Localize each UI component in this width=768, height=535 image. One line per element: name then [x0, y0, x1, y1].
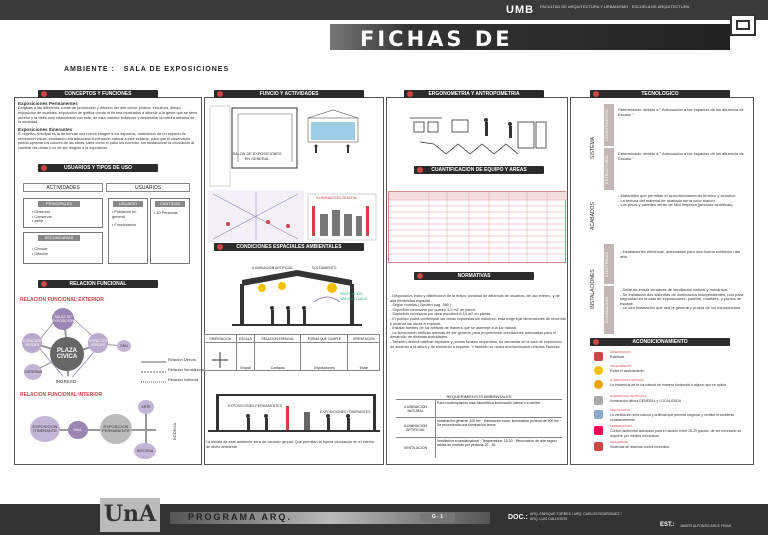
header-normativas: NORMATIVAS: [414, 272, 534, 280]
tab-acabados-blank: [604, 192, 614, 240]
principales-list: • Observar • Conservar • exibir: [32, 210, 52, 224]
acond-item-2: ILUMINACION NATURAL La incidencia de la luz natural de manera horizontal o alguno que se aplica: [592, 378, 752, 394]
usuario-box: [108, 198, 148, 264]
ambiente-value: SALA DE EXPOSICIONES: [123, 66, 230, 73]
iluminacion-zenital-label: ILUMINACION ZENITAL: [316, 196, 358, 200]
acond-item-0: ORIENTACION Estéticas: [592, 350, 752, 364]
label-exp-itinerantes: EXPOSICIONES ITINERANTES: [320, 410, 371, 414]
university-name: FACULTAD DE ARQUITECTURA Y URBANISMO · ESCUELA DE ARQUITECTURA: [540, 4, 690, 9]
req-row-natural: ILUMINACION NATURAL Para contemplación más fotométrica iluminación lateral o a cenital: [396, 400, 562, 418]
legend-semidirecta: Relación Semidirecta: [168, 368, 204, 372]
ambiente-line: [64, 66, 229, 73]
header-ergonometria: ERGONOMETRIA Y ANTROPOMETRIA: [404, 90, 544, 98]
usuarios-block: [106, 186, 192, 270]
cond-col-1: ESCALA: [236, 335, 255, 343]
ilum-artificial-label: ILUMINACION ARTIFICIAL: [252, 266, 294, 270]
footer-doc-label: DOC.:: [508, 514, 528, 521]
bubble-historia: HISTORIA: [134, 443, 156, 459]
acond-list: [592, 350, 752, 454]
ergonometria-drawings: [390, 102, 564, 162]
secundarias-label: SECUNDARIAS: [38, 235, 80, 241]
condiciones-table: [204, 334, 380, 371]
acond-item-3: ILUMINACION ARTIFICIAL Iluminación difusa GENERAL y LOCALIZADA: [592, 394, 752, 408]
footer-doc-names: ARQ. ENRIQUE TORRES / ARQ. CARLOS RODRIGUEZ / ARQ. LUIS GALLEGOS: [530, 512, 622, 521]
footer-brand-logo: UnA: [100, 498, 160, 532]
cantidad-label: CANTIDAD: [155, 201, 185, 207]
legend-indirecta: Relación Indirecta: [168, 378, 199, 382]
header-funcio: FUNCIO Y ACTIVIDADES: [214, 90, 364, 98]
header-relacion: RELACION FUNCIONAL: [38, 280, 158, 288]
relacion-interior-title: RELACION FUNCIONAL INTERIOR: [20, 392, 103, 398]
funcio-illustrations: [208, 104, 380, 244]
footer-est-label: EST.:: [660, 522, 675, 528]
acond-item-6: SEGURIDAD Sistemas de alarmas contra incendios: [592, 440, 752, 454]
secundarias-list: • Circular • Difusión: [32, 247, 49, 256]
p2-title: Exposiciones Itinerantes: [18, 126, 73, 132]
cond-col-2: RELACION ESPACIAL: [255, 335, 301, 343]
cond-col-0: ORIENTACION: [205, 335, 237, 343]
req-title: REQUERIMIENTOS AMBIENTALES: [396, 394, 562, 400]
footer-est-name: JAVIER ALFONSO ARCE FRIAS: [680, 524, 732, 528]
label-sistema: SISTEMA: [590, 137, 596, 159]
secundarias-box: [23, 232, 103, 264]
header-cuantificacion: CUANTIFICACION DE EQUIPO Y AREAS: [414, 166, 544, 174]
cuantificacion-table: [388, 191, 566, 263]
label-acabados: ACABADOS: [590, 202, 596, 230]
header-condiciones: CONDICIONES ESPACIALES AMBIENTALES: [214, 243, 364, 251]
bubble-gnu: GNU: [117, 340, 131, 352]
cond-col-3: FORMA QUE CUMPLE: [301, 335, 348, 343]
page-title: FICHAS DE PROGRAMACION: [360, 27, 591, 75]
p1-text: Dirigidas a las diferentes zonas de producción y difusión del arte como: pintura, escultura, dibujo, exposición de muebles, exposición de gráfica donde el fin sea mostrados a difundir a la gente que se tiene acceso y la visita muy relacionada con éste, de esta manera fortalecer y desarrollar la cultura artística de la sociedad.: [18, 106, 198, 125]
relacion-exterior-diagram: [16, 302, 201, 387]
header-tecnologico: TECNOLOGICO: [590, 90, 730, 98]
cond-val-escala: Grupal: [236, 343, 255, 371]
cond-orientacion-cell: [205, 343, 237, 371]
salon-label: SALON DE EXPOSICIONES EN GENERAL: [232, 152, 282, 161]
cond-val-forma: Exposiciones: [301, 343, 348, 371]
label-exp-permanentes: EXPOSICIONES PERMANENTES: [228, 404, 283, 408]
tab-iluminacion: ILUMINACION: [604, 286, 614, 334]
tab-estructural: ESTRUCTURAL: [604, 148, 614, 190]
footer-programa: PROGRAMA ARQ.: [188, 512, 292, 522]
tab-electricas: ELECTRICAS: [604, 244, 614, 284]
p2-text: El objetivo principal es la de brindar una nueva imagen a los espacios, dotándolos de un espacio de recreación visual, brindando una adecuada iluminación natural a este espacio, para que el observador pueda apreciar los colores de las obras, tales como el patio los corredor, sin obstaculizar la circulación al cambiar las obras y no de ser dirigido a la exposición.: [18, 132, 195, 150]
req-row-ventilacion: VENTILACION Ventilación cruzada/natural · Temperatura: 18-20 · Renovación de aire según: tablas de normas por persona 20 - 30: [396, 438, 562, 458]
bubble-espacios-verdes: ESPACIOS VERDES: [22, 333, 42, 353]
actividades-block: [20, 186, 102, 270]
tec-text-1: Determinado: debido a " Adecuación a los espacios de los afluencia de Escaso ": [618, 107, 744, 117]
cond-val-relacion: Contacto: [255, 343, 301, 371]
tab-constructivo: CONSTRUCTIVO: [604, 104, 614, 146]
requerimientos-table: [396, 394, 562, 466]
actividades-label: ACTIVIDADES: [23, 183, 103, 192]
label-instalaciones: INSTALACIONES: [590, 269, 596, 309]
top-banner: [0, 0, 768, 20]
bubble-cisterna: CISTERNA: [24, 364, 42, 380]
header-conceptos: CONCEPTOS Y FUNCIONES: [38, 90, 158, 98]
relacion-exterior-title: RELACION FUNCIONAL EXTERIOR: [20, 297, 104, 303]
acond-item-5: TEMPERATURA Confort ambiental adecuado para el usuario entre 18-20 grados, de ser necesario se requiere por medios mecánicos.: [592, 424, 752, 440]
bubble-hall: HALL: [68, 421, 88, 439]
header-usuarios: USUARIOS Y TIPOS DE USO: [38, 164, 158, 172]
bubble-ingreso: INGRESO: [56, 376, 76, 388]
bubble-exp-permanente: EXPOSICION PERMANENTE: [100, 414, 132, 444]
normativas-text: - Disposición, inicio y distribución de la mayor cantidad de afluencia de usuarios, de uso interno, y de alta flexibilidad espacial. - Según normas ( Neufert pag. 366 ) - Superficie necesaria por cuadro 3-5 m2 de pared. - Superficie necesaria por obra escultura 6-10 m2 en planta. - El público podrá contemplar las obras expuestas sin esfuerzo, esta exige fijar dimensiones de recorrido y ordenar las obras a exponer. - Instalar fuentes de luz artificial de manera que se asemeje a la luz natural. - La iluminación artificial además de ser general, para proporcionar condiciones adecuadas para el desarrollo de distintas actividades. - También deberá calificar espacios y puntos focales requeridos, en demanda de la sala de exposición de acuerdo a la altura y de elemento a exponer. Y también se usara una iluminación efectos fluorosa.: [390, 294, 567, 349]
cond-val-orientacion: Estar: [348, 343, 380, 371]
header-acondicionamiento: ACONDICIONAMIENTO: [590, 338, 730, 346]
tec-text-4: - Instalaciones eléctricas, adecuadas para una buena exhibición del arte.: [620, 249, 741, 259]
title-bar: [330, 24, 730, 75]
cond-col-4: ORIENTACION: [348, 335, 380, 343]
bubble-espacios-verdes-2: ESPACIOS VERDES: [88, 333, 108, 353]
footer-programa-bar: [170, 512, 490, 524]
bubble-exp-itinerante: EXPOSICION ITINERANTE: [30, 416, 60, 442]
conceptos-text: [18, 101, 198, 151]
p1-title: Exposiciones Permanentes: [18, 101, 78, 106]
acond-item-4: VENTILACION La ventilación sera natural y artificial que permita oxigenar y ventilar el ambiente constantemente.: [592, 408, 752, 424]
bubble-salas: SALAS DE EXPOSICION: [52, 308, 74, 330]
usuario-label: USUARIO: [113, 201, 143, 207]
ventilacion-label: VENTILACION NATURAL DIAGO: [340, 292, 368, 301]
footer-sheet-number: G - 1: [420, 513, 455, 522]
faculty-logo: [730, 14, 756, 36]
usuarios-label: USUARIOS: [106, 183, 190, 192]
tec-text-2: Determinado: debido a " Adecuación a los espacios de los afluencia de Escaso ": [618, 151, 744, 161]
usuario-list: • Población en general • Funcionarios: [112, 210, 137, 228]
cuantificacion-grid: [389, 192, 567, 264]
cantidad-value: 30 Personas: [156, 211, 178, 215]
principales-box: [23, 198, 103, 228]
principales-label: PRINCIPALES: [38, 201, 80, 207]
soleamiento-label: SOLEAMIENTO: [312, 266, 337, 270]
bubble-arte: ARTE: [138, 400, 154, 414]
cantidad-box: CANTIDAD • 30 Personas: [150, 198, 190, 264]
acond-item-1: SOLEAMIENTO Evitar el asoleamiento: [592, 364, 752, 378]
tec-text-3: - Materiales que permitan el acondicionamiento térmico y acústico. - La textura del material de acabado sería color blanco. - Los pisos y paredes serán de fácil limpieza (pinturas sintéticas): [618, 193, 737, 208]
ambiente-label: AMBIENTE :: [64, 66, 115, 73]
req-row-artificial: ILUMINACION ARTIFICIAL Iluminación general: 300 lux · Iluminación focal: iluminación puntual de 500 lux · Se recomienda una iluminación tenue: [396, 418, 562, 438]
label-bodega: BODEGA: [172, 422, 177, 440]
bubble-plaza: PLAZA CIVICA: [50, 337, 84, 371]
legend-directa: Relación Directa: [168, 358, 196, 362]
umb-logo: UMB: [506, 4, 535, 16]
tec-text-5: - Debe de existir ventanas de ventilación natural y mecánica. - Se instalaran dos sistemas de iluminación independientes, uno para seguridad en la sala de exposiciones, pasillos, muebles, y puntos de escape. - La otra instalación que sea la general y propia de los exposiciones.: [620, 287, 744, 311]
escala-note: La escala de este ambiente sera de carácter grupal. Que permitan la buena circulación en el interior de dicho ambiente: [206, 440, 375, 449]
